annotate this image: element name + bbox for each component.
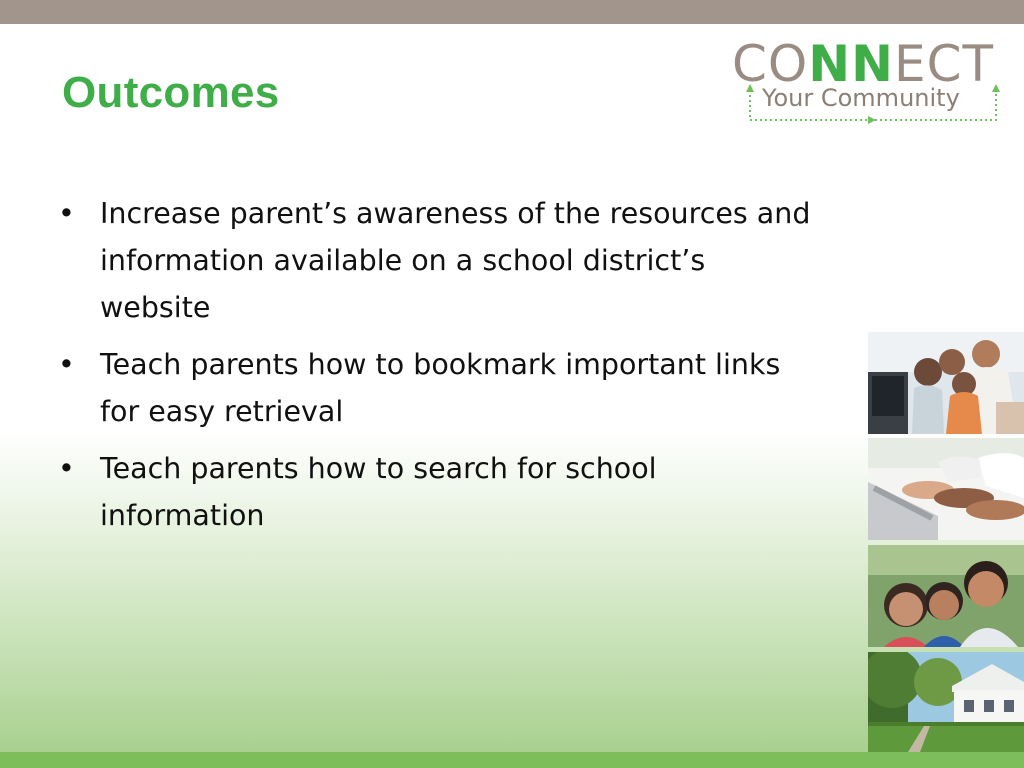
bullet-item [58, 341, 818, 435]
logo-tagline: Your Community [762, 84, 960, 112]
smiling-family-photo [868, 545, 1024, 647]
bullet-text: Teach parents how to search for school information [100, 452, 657, 532]
family-at-laptop-photo [868, 332, 1024, 434]
bullet-list [58, 190, 818, 549]
connect-your-community-logo [732, 35, 1002, 124]
bullet-marker: • [58, 197, 75, 230]
bullet-item [58, 190, 818, 331]
house-street-photo [868, 652, 1024, 752]
bottom-accent-bar [0, 752, 1024, 768]
bullet-marker: • [58, 348, 75, 381]
bullet-text: Teach parents how to bookmark important links for easy retrieval [100, 348, 781, 428]
hands-typing-photo [868, 438, 1024, 540]
logo-wordmark: CONNECT [732, 35, 995, 93]
bullet-marker: • [58, 452, 75, 485]
slide-title: Outcomes [62, 68, 280, 117]
bullet-text: Increase parent’s awareness of the resources and information available on a school district’s website [100, 197, 811, 324]
bullet-item [58, 445, 818, 539]
top-accent-bar [0, 0, 1024, 24]
